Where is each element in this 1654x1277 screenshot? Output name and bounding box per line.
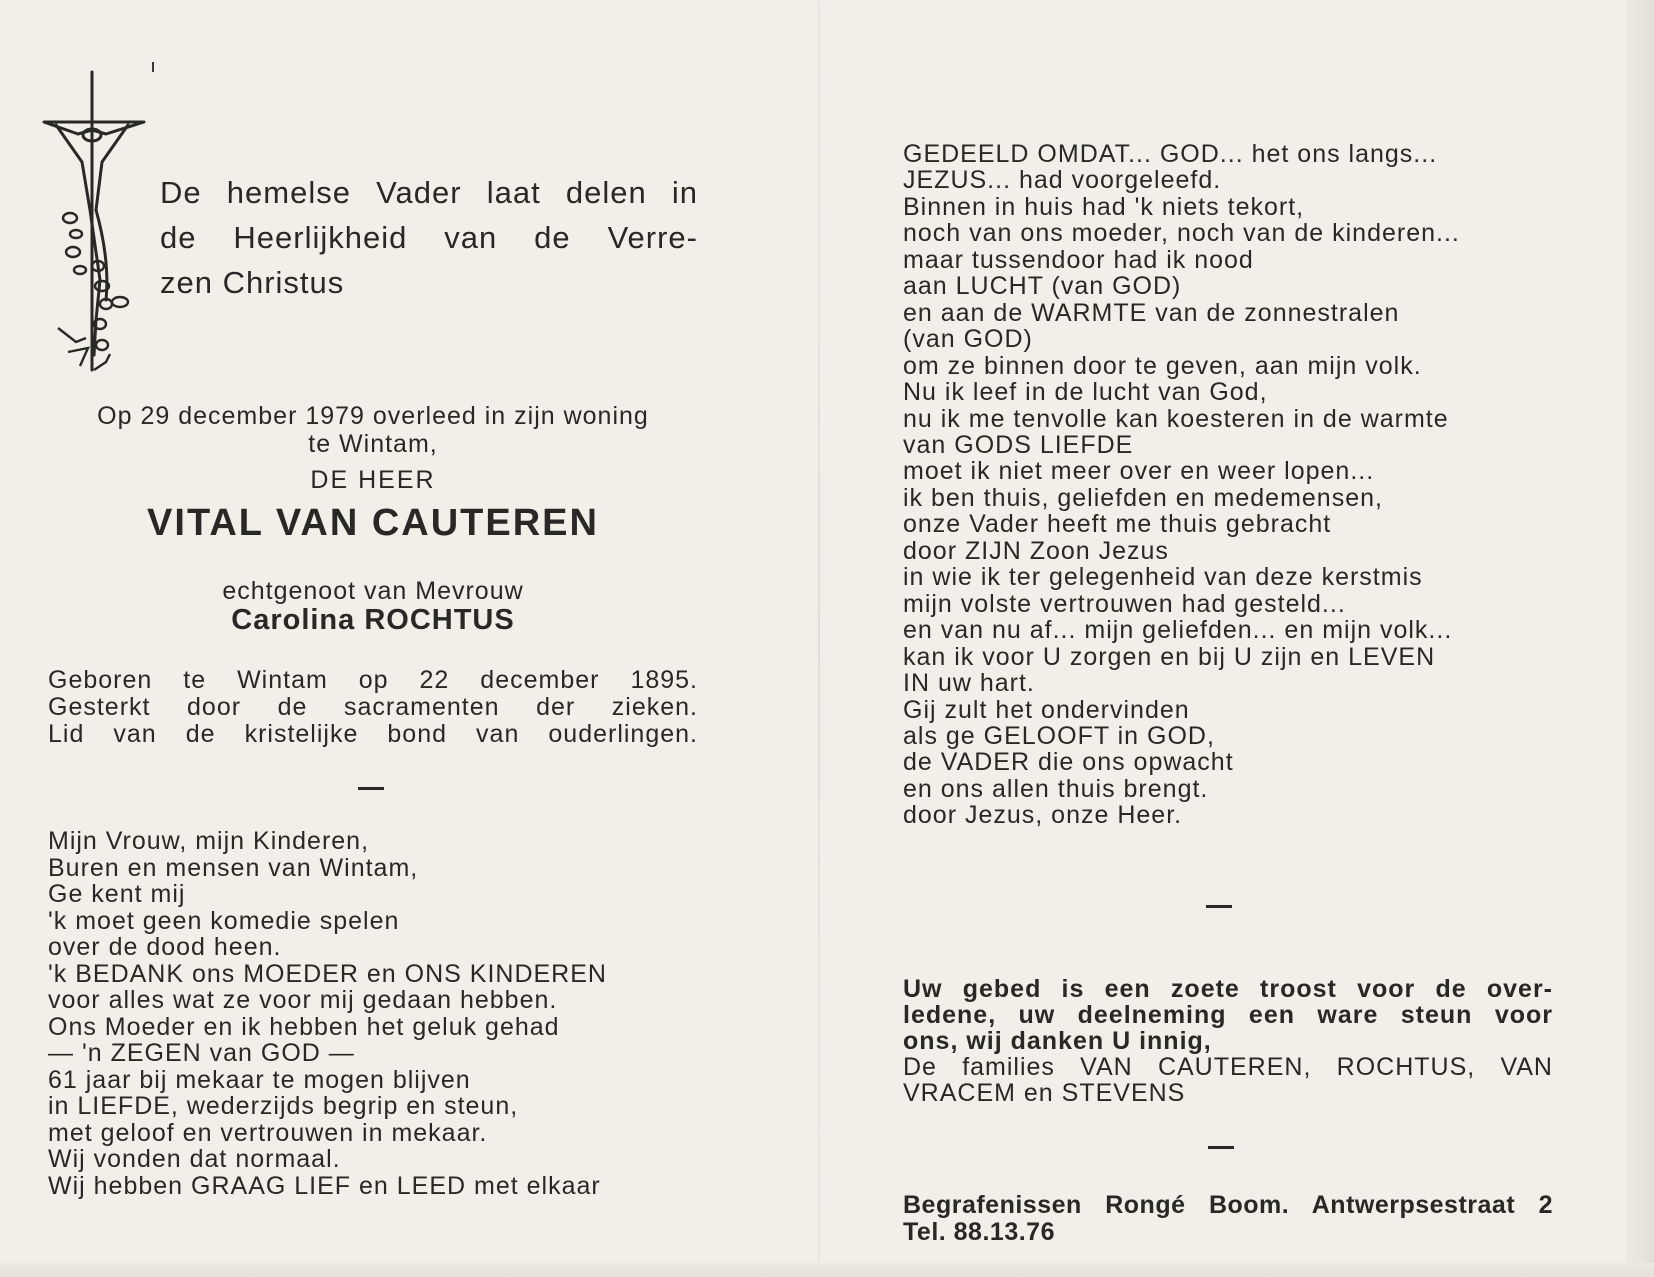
paper-edge-right xyxy=(1626,0,1654,1277)
poem-line: door Jezus, onze Heer. xyxy=(903,801,1183,830)
spouse-intro: echtgenoot van Mevrouw xyxy=(222,577,524,605)
undertaker-line: Begrafenissen Rongé Boom. Antwerpsestraat 2 xyxy=(903,1191,1553,1219)
title-text: DE HEER xyxy=(310,466,436,494)
poem-line: — 'n ZEGEN van GOD — xyxy=(48,1039,355,1067)
poem-line: in LIEFDE, wederzijds begrip en steun, xyxy=(48,1092,519,1120)
poem-line: en ons allen thuis brengt. xyxy=(903,774,1209,803)
poem-line: Mijn Vrouw, mijn Kinderen, xyxy=(48,827,370,855)
thanks-line: Uw gebed is een zoete troost voor de over- xyxy=(903,975,1553,1003)
paper-edge-bottom xyxy=(0,1263,1654,1277)
poem-line: Ons Moeder en ik hebben het geluk gehad xyxy=(48,1012,560,1041)
poem-line: om ze binnen door te geven, aan mijn volk. xyxy=(903,351,1422,380)
poem-line: 'k moet geen komedie spelen xyxy=(48,906,400,935)
poem-line: IN uw hart. xyxy=(903,669,1035,698)
fold-line xyxy=(818,0,820,1277)
poem-line: en van nu af... mijn geliefden... en mijn volk... xyxy=(903,616,1453,645)
fact-line: Gesterkt door de sacramenten der zieken. xyxy=(48,693,698,721)
thanks-line: ledene, uw deelneming een ware steun voor xyxy=(903,1001,1553,1029)
poem-line: moet ik niet meer over en weer lopen... xyxy=(903,457,1375,486)
poem-line: en aan de WARMTE van de zonnestralen xyxy=(903,298,1400,327)
stray-mark xyxy=(152,62,154,72)
poem-line: onze Vader heeft me thuis gebracht xyxy=(903,510,1332,539)
poem-line: GEDEELD OMDAT... GOD... het ons langs... xyxy=(903,140,1438,168)
poem-line: nu ik me tenvolle kan koesteren in de warmte xyxy=(903,404,1449,433)
poem-line: maar tussendoor had ik nood xyxy=(903,245,1254,274)
poem-line: 'k BEDANK ons MOEDER en ONS KINDEREN xyxy=(48,959,607,988)
poem-right xyxy=(903,141,1553,829)
poem-line: aan LUCHT (van GOD) xyxy=(903,272,1182,301)
undertaker-info xyxy=(903,1192,1553,1246)
separator-dash xyxy=(1206,905,1232,908)
poem-line: als ge GELOOFT in GOD, xyxy=(903,721,1215,750)
poem-left xyxy=(48,828,708,1199)
poem-line: Wij hebben GRAAG LIEF en LEED met elkaar xyxy=(48,1171,601,1200)
poem-line: Gij zult het ondervinden xyxy=(903,695,1190,724)
poem-line: Nu ik leef in de lucht van God, xyxy=(903,378,1268,407)
spouse-name: Carolina ROCHTUS xyxy=(231,604,515,636)
poem-line: in wie ik ter gelegenheid van deze kerstmis xyxy=(903,563,1423,592)
undertaker-line: Tel. 88.13.76 xyxy=(903,1218,1055,1246)
death-line: Op 29 december 1979 overleed in zijn woning xyxy=(97,402,649,430)
heading-line: de Heerlijkheid van de Verre- xyxy=(160,220,698,255)
poem-line: Buren en mensen van Wintam, xyxy=(48,853,419,882)
thanks-line: ons, wij danken U innig, xyxy=(903,1027,1212,1055)
poem-line: Ge kent mij xyxy=(48,880,186,908)
death-notice xyxy=(48,402,698,458)
poem-line: JEZUS... had voorgeleefd. xyxy=(903,166,1222,195)
separator-dash xyxy=(1208,1146,1234,1149)
thanks-text xyxy=(903,976,1553,1106)
fact-line: Lid van de kristelijke bond van ouderlingen. xyxy=(48,720,698,748)
poem-line: 61 jaar bij mekaar te mogen blijven xyxy=(48,1065,471,1094)
poem-line: Binnen in huis had 'k niets tekort, xyxy=(903,192,1305,221)
poem-line: met geloof en vertrouwen in mekaar. xyxy=(48,1118,488,1147)
heading-line: zen Christus xyxy=(160,265,345,300)
heading-line: De hemelse Vader laat delen in xyxy=(160,175,698,210)
poem-line: Wij vonden dat normaal. xyxy=(48,1145,341,1173)
poem-line: kan ik voor U zorgen en bij U zijn en LEVEN xyxy=(903,642,1436,671)
poem-line: noch van ons moeder, noch van de kinderen... xyxy=(903,219,1460,248)
families-line: VRACEM en STEVENS xyxy=(903,1079,1186,1107)
families-line: De families VAN CAUTEREN, ROCHTUS, VAN xyxy=(903,1053,1553,1081)
heading-text xyxy=(160,170,698,305)
poem-line: ik ben thuis, geliefden en medemensen, xyxy=(903,483,1383,512)
poem-line: voor alles wat ze voor mij gedaan hebben. xyxy=(48,986,558,1014)
poem-line: mijn volste vertrouwen had gesteld... xyxy=(903,589,1346,618)
fact-line: Geboren te Wintam op 22 december 1895. xyxy=(48,666,698,694)
poem-line: door ZIJN Zoon Jezus xyxy=(903,536,1169,565)
biography-facts xyxy=(48,667,698,748)
poem-line: over de dood heen. xyxy=(48,933,282,961)
death-line: te Wintam, xyxy=(308,430,438,458)
deceased-name: VITAL VAN CAUTEREN xyxy=(147,502,599,544)
poem-line: (van GOD) xyxy=(903,325,1033,354)
separator-dash xyxy=(358,787,384,790)
poem-line: van GODS LIEFDE xyxy=(903,430,1134,459)
poem-line: de VADER die ons opwacht xyxy=(903,748,1234,777)
crucifix-icon xyxy=(40,70,150,385)
